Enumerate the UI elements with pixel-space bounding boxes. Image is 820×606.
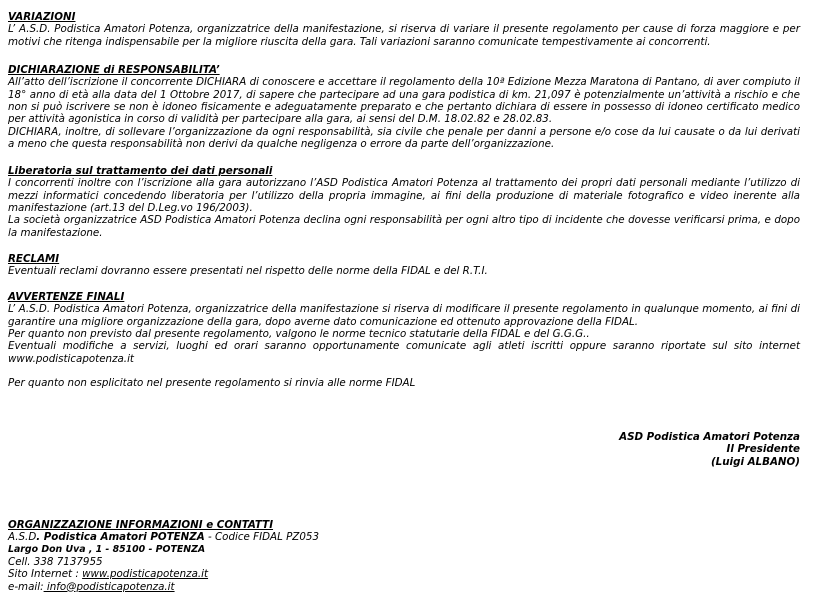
section-text: DICHIARA, inoltre, di sollevare l’organizzazione da ogni responsabilità, sia civile che penale per danni a persone e/o cose da lui causate o da lui derivati a meno che questa responsabilità non derivi da qualche negligenza o errore da parte dell’organizzazione. (8, 125, 800, 151)
section-heading: DICHIARAZIONE di RESPONSABILITA’ (8, 64, 220, 76)
contacts-address: Largo Don Uva , 1 - 85100 - POTENZA (8, 543, 206, 555)
section-heading: AVVERTENZE FINALI (8, 291, 125, 303)
section-text: Eventuali modifiche a servizi, luoghi ed orari saranno opportunamente comunicate agli atleti iscritti oppure saranno riportate sul sito internet www.podisticapotenza.it (8, 340, 800, 365)
site-link[interactable]: www.podisticapotenza.it (82, 568, 209, 581)
section-text: Per quanto non esplicitato nel presente regolamento si rinvia alle norme FIDAL (8, 377, 416, 390)
email-link[interactable]: info@podisticapotenza.it (43, 580, 175, 593)
section-variazioni (8, 11, 800, 48)
section-dichiarazione (8, 64, 800, 150)
section-reclami (8, 253, 800, 278)
section-text: L’ A.S.D. Podistica Amatori Potenza, organizzatrice della manifestazione, si riserva di variare il presente regolamento per cause di forza maggiore e per motivi che ritenga indispensabile per la migliore riuscita della gara. Tali variazioni saranno comunicate tempestivamente ai concorrenti. (8, 23, 800, 48)
section-heading: RECLAMI (8, 253, 60, 265)
signature-role: Il Presidente (726, 443, 800, 456)
section-text: I concorrenti inoltre con l’iscrizione alla gara autorizzano l’ASD Podistica Amatori Potenza al trattamento dei propri dati personali mediante l’utilizzo di mezzi informatici concedendo liberatoria per l’utilizzo della propria immagine, ai fini della produzione di materiale fotografico e video inerente alla manifestazione (art.13 del D.Leg.vo 196/2003). (8, 177, 800, 215)
section-text: Per quanto non previsto dal presente regolamento, valgono le norme tecnico statutarie della FIDAL e del G.G.G.. (8, 328, 590, 341)
contacts-org-line (8, 531, 800, 543)
section-heading: Liberatoria sul trattamento dei dati personali (8, 165, 273, 177)
contacts-section (8, 519, 800, 593)
contacts-cell: Cell. 338 7137955 (8, 556, 103, 569)
contacts-site-line (8, 568, 800, 580)
signature-name: (Luigi ALBANO) (710, 455, 800, 468)
org-name: . Podistica Amatori POTENZA (36, 531, 205, 544)
section-heading: VARIAZIONI (8, 11, 76, 23)
contacts-heading: ORGANIZZAZIONE INFORMAZIONI e CONTATTI (8, 519, 274, 531)
contacts-email-line (8, 581, 800, 593)
org-prefix: A.S.D (8, 531, 37, 544)
signature-block (619, 431, 800, 468)
fidal-code: - Codice FIDAL PZ053 (204, 531, 320, 544)
section-avvertenze (8, 291, 800, 389)
site-label: Sito Internet : (8, 568, 83, 581)
email-label: e-mail: (8, 580, 44, 593)
section-text: All’atto dell’iscrizione il concorrente DICHIARA di conoscere e accettare il regolamento della 10ª Edizione Mezza Maratona di Pantano, di aver compiuto il 18° anno di età alla data del 1 Ottobre 2017, di sapere che partecipare ad una gara podistica di km. 21,097 è potenzialmente un’attività a rischio e che non si può iscrivere se non è idoneo fisicamente e adeguatamente preparato e che pertanto dichiara di essere in possesso di idoneo certificato medico per attività agonistica in corso di validità per partecipare alla gara, ai sensi del D.M. 18.02.82 e 28.02.83. (8, 76, 800, 126)
signature-org: ASD Podistica Amatori Potenza (619, 431, 800, 443)
section-text: La società organizzatrice ASD Podistica Amatori Potenza declina ogni responsabilità per ogni altro tipo di incidente che dovesse verificarsi prima, e dopo la manifestazione. (8, 214, 800, 239)
section-text: Eventuali reclami dovranno essere presentati nel rispetto delle norme della FIDAL e del R.T.I. (8, 265, 488, 278)
section-liberatoria (8, 165, 800, 239)
section-text: L’ A.S.D. Podistica Amatori Potenza, organizzatrice della manifestazione si riserva di modificare il presente regolamento in qualunque momento, ai fini di garantire una migliore organizzazione della gara, dopo averne dato comunicazione ed ottenuto approvazione della FIDAL. (8, 303, 800, 328)
